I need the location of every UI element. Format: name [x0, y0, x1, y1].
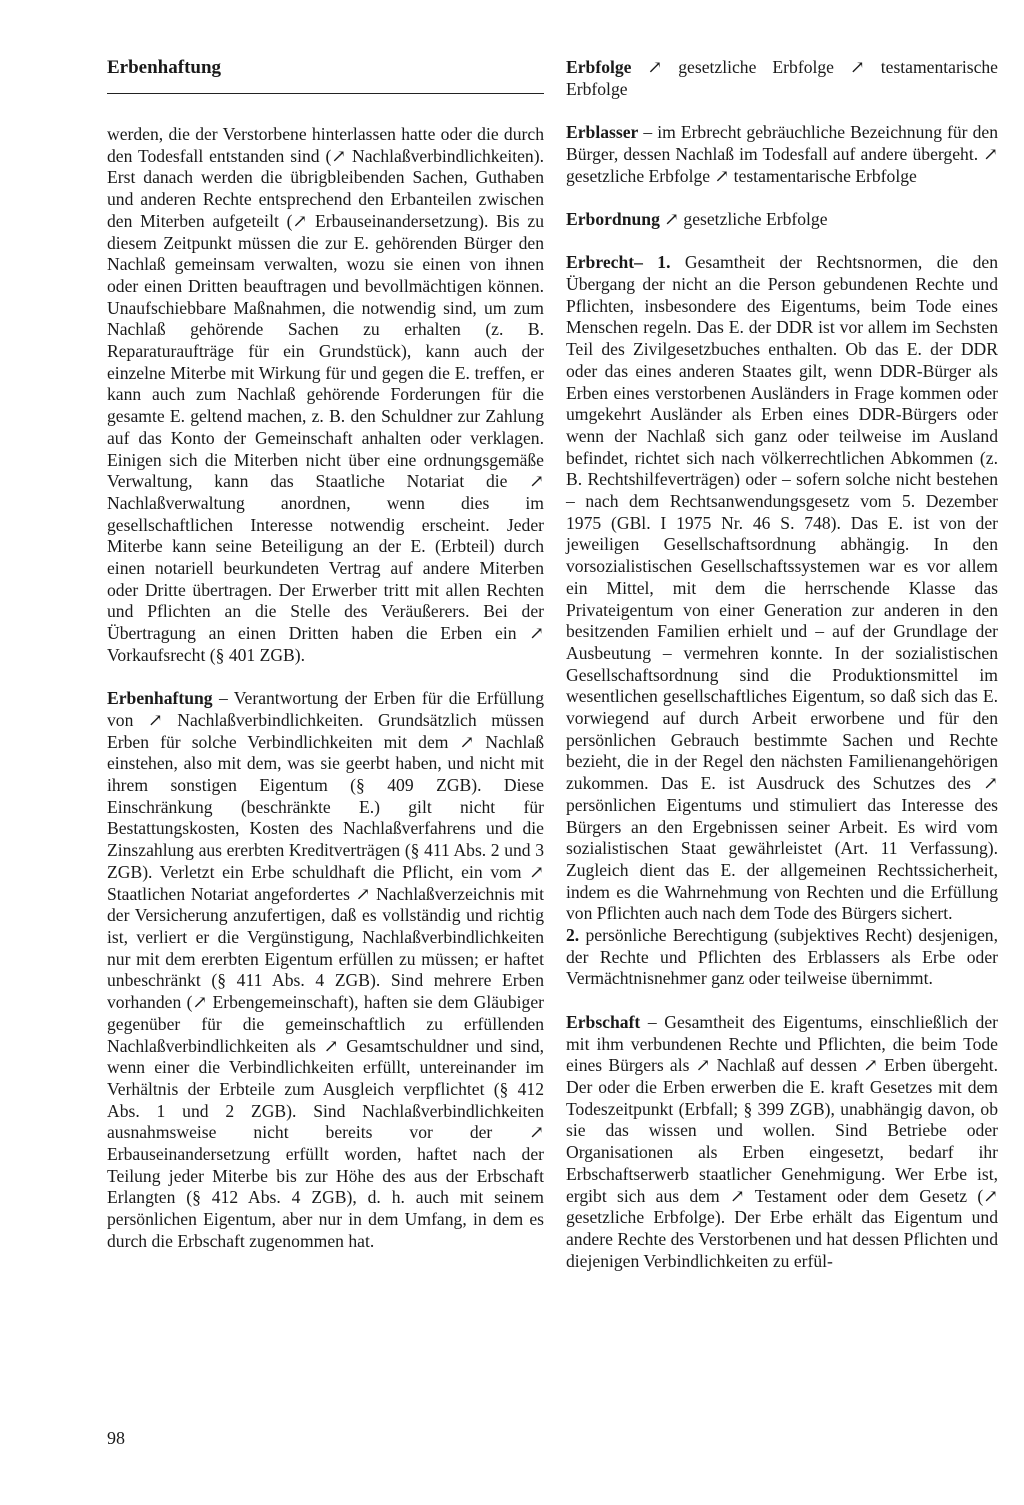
entry-text-erbenhaftung: – Verantwortung der Erben für die Erfüllung von ↗ Nachlaßverbindlichkeiten. Grundsätzlich müssen Erben für solche Verbindlichkeiten mit dem ↗ Nachlaß einstehen, also mit dem, was sie geerbt haben, und nicht mit ihrem sonstigen Eigentum (§ 409 ZGB). Diese Einschränkung (beschränkte E.) gilt nicht für Bestattungskosten, Kosten des Nachlaßverfahrens und die Zinszahlung aus ererbten Kreditverträgen (§ 411 Abs. 2 und 3 ZGB). Verletzt ein Erbe schuldhaft die Pflicht, ein vom ↗ Staatlichen Notariat angefordertes ↗ Nachlaßverzeichnis mit der Versicherung anzufertigen, daß es vollständig und richtig ist, verliert er die Vergünstigung, Nachlaßverbindlichkeiten nur mit dem ererbten Eigentum erfüllen zu müssen; er haftet unbeschränkt (§ 411 Abs. 4 ZGB). Sind mehrere Erben vorhanden (↗ Erbengemeinschaft), haften sie dem Gläubiger gegenüber für die gemeinschaftlich zu erfüllenden Nachlaßverbindlichkeiten als ↗ Gesamtschuldner und sind, wenn einer die Verbindlichkeiten erfüllt, untereinander im Verhältnis der Erbteile zum Ausgleich verpflichtet (§ 412 Abs. 1 und 2 ZGB). Sind Nachlaßverbindlichkeiten ausnahmsweise nicht bereits vor der ↗ Erbauseinandersetzung erfüllt worden, haftet nach der Teilung jeder Miterbe bis zur Höhe des aus der Erbschaft Erlangten (§ 412 Abs. 4 ZGB), d. h. auch mit seinem persönlichen Eigentum, aber nur in dem Umfang, in dem es durch die Erbschaft zugenommen hat. — [107, 688, 544, 1251]
entry-text-erblasser: – im Erbrecht gebräuchliche Bezeichnung für den Bürger, dessen Nachlaß im Todesfall auf andere übergeht. ↗ gesetzliche Erbfolge ↗ testamentarische Erbfolge — [566, 122, 998, 186]
entry-erbfolge — [566, 57, 998, 100]
headword-erblasser: Erblasser — [566, 122, 639, 143]
page-number: 98 — [107, 1428, 125, 1448]
headword-erbrecht-2: 2. — [566, 925, 580, 946]
right-column — [566, 57, 998, 1272]
entry-erblasser — [566, 122, 998, 187]
entry-erbordnung — [566, 209, 998, 231]
continued-paragraph — [107, 124, 544, 667]
running-header-title: Erbenhaftung — [107, 57, 222, 78]
entry-text-erbfolge: ↗ gesetzliche Erbfolge ↗ testamentarische Erbfolge — [566, 57, 998, 99]
headword-erbfolge: Erbfolge — [566, 57, 632, 77]
entry-text-erbschaft: – Gesamtheit des Eigentums, einschließlich der mit ihm verbundenen Rechte und Pflichten, die beim Tode eines Bürgers als ↗ Nachlaß auf dessen ↗ Erben übergeht. Der oder die Erben erwerben die E. kraft Gesetzes mit dem Todeszeitpunkt (Erbfall; § 399 ZGB), unabhängig davon, ob sie das wissen und wollen. Sind Betriebe oder Organisationen als Erben eingesetzt, bedarf ihr Erbschaftserwerb staatlicher Genehmigung. Wer Erbe ist, ergibt sich aus dem ↗ Testament oder dem Gesetz (↗ gesetzliche Erbfolge). Der Erbe erhält das Eigentum und andere Rechte des Verstorbenen und hat dessen Pflichten und diejenigen Verbindlichkeiten zu erfül- — [566, 1011, 998, 1271]
entry-erbrecht-2 — [566, 925, 998, 990]
entry-text-erbordnung: ↗ gesetzliche Erbfolge — [659, 208, 828, 229]
header-rule — [107, 93, 544, 94]
headword-erbrecht: Erbrecht– 1. — [566, 252, 671, 273]
entry-text-erbrecht: Gesamtheit der Rechtsnormen, die den Übergang der nicht an die Person gebundenen Rechte und Pflichten, insbesondere des Eigentums, beim Tode eines Menschen regeln. Das E. der DDR ist vor allem im Sechsten Teil des Zivilgesetzbuches enthalten. Ob das E. der DDR oder das eines anderen Staates gilt, wenn DDR-Bürger als Erben eines verstorbenen Ausländers in Frage kommen oder umgekehrt Ausländer als Erben eines DDR-Bürgers oder wenn der Nachlaß sich ganz oder teilweise im Ausland befindet, richtet sich nach völkerrechtlichen Abkommen (z. B. Rechtshilfeverträgen) oder – sofern solche nicht bestehen – nach dem Rechtsanwendungsgesetz vom 5. Dezember 1975 (GBl. I 1975 Nr. 46 S. 748). Das E. ist von der jeweiligen Gesellschaftsordnung abhängig. In den vorsozialistischen Gesellschaftssystemen war es vor allem ein Mittel, mit dem die herrschende Klasse das Privateigentum von einer Generation zur anderen in den besitzenden Familien erhielt und – auf der Grundlage der Ausbeutung – vermehren konnte. In der sozialistischen Gesellschaftsordnung sind die Produktionsmittel im wesentlichen gesellschaftliches Eigentum, so daß sich das E. vorwiegend auf durch Arbeit erworbene und für den persönlichen Gebrauch bestimmte Sachen und Rechte bezieht, die in der Regel den nächsten Familienangehörigen zukommen. Das E. ist Ausdruck des Schutzes des ↗ persönlichen Eigentums und stimuliert das Interesse des Bürgers an den Ergebnissen seiner Arbeit. Es wird vom sozialistischen Staat gewährleistet (Art. 11 Verfassung). Zugleich dient das E. der allgemeinen Rechtssicherheit, indem es die Wahrnehmung von Rechten und die Erfüllung von Pflichten auch nach dem Tode des Bürgers sichert. — [566, 252, 998, 924]
entry-text-erbrecht-2: persönliche Berechtigung (subjektives Recht) desjenigen, der Rechte und Pflichten des Erblassers als Erbe oder Vermächtnisnehmer ganz oder teilweise übernimmt. — [566, 925, 998, 989]
headword-erbenhaftung: Erbenhaftung — [107, 688, 213, 709]
continued-text: werden, die der Verstorbene hinterlassen hatte oder die durch den Todesfall entstanden sind (↗ Nachlaßverbindlichkeiten). Erst danach werden die übrigbleibenden Sachen, Guthaben und anderen Rechte entsprechend den Erbanteilen zwischen den Miterben aufgeteilt (↗ Erbauseinandersetzung). Bis zu diesem Zeitpunkt müssen die zur E. gehörenden Bürger den Nachlaß gemeinsam verwalten, wozu sie einen von ihnen oder einen Dritten beauftragen und bevollmächtigen können. Unaufschiebbare Maßnahmen, die notwendig sind, um zum Nachlaß gehörende Sachen zu erhalten (z. B. Reparaturaufträge für ein Grundstück), kann auch der einzelne Miterbe mit Wirkung für und gegen die E. treffen, er kann auch zum Nachlaß gehörende Forderungen für die gesamte E. geltend machen, z. B. den Schuldner zur Zahlung auf das Konto der Gemeinschaft anhalten oder verklagen. Einigen sich die Miterben nicht über eine ordnungsgemäße Verwaltung, kann das Staatliche Notariat die ↗ Nachlaßverwaltung anordnen, wenn dies im gesellschaftlichen Interesse notwendig erscheint. Jeder Miterbe kann seine Beteiligung an der E. (Erbteil) durch einen notariell beurkundeten Vertrag auf andere Miterben oder Dritte übertragen. Der Erwerber tritt mit allen Rechten und Pflichten an die Stelle des Veräußerers. Bei der Übertragung an einen Dritten haben die Erben ein ↗ Vorkaufsrecht (§ 401 ZGB). — [107, 124, 544, 665]
left-column — [107, 124, 544, 1253]
entry-erbschaft — [566, 1012, 998, 1272]
headword-erbschaft: Erbschaft — [566, 1011, 641, 1032]
headword-erbordnung: Erbordnung — [566, 208, 660, 229]
entry-erbenhaftung — [107, 688, 544, 1252]
entry-erbrecht — [566, 252, 998, 925]
